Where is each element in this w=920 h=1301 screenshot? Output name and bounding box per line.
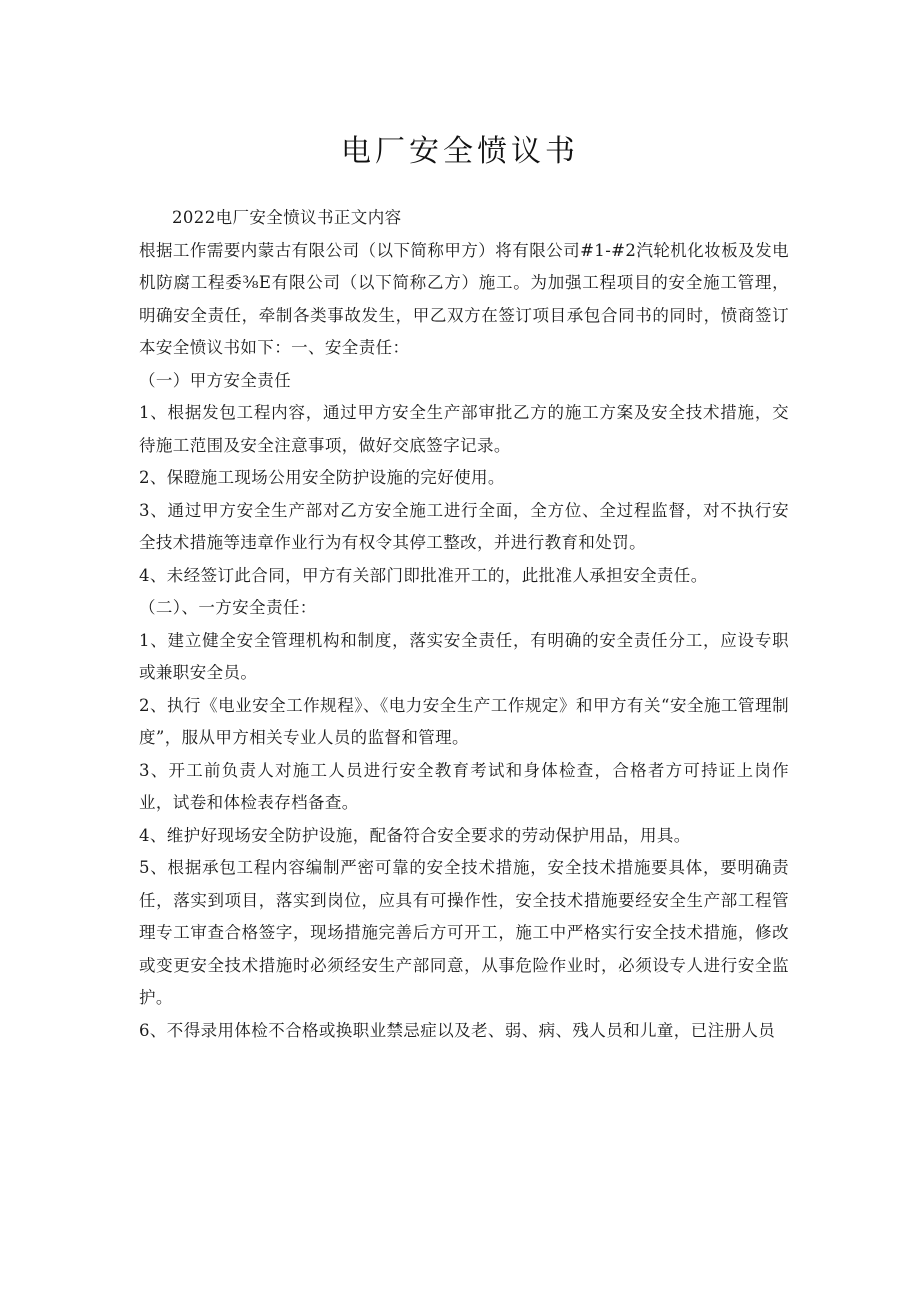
section-heading-party-b: （二）、一方安全责任： — [139, 598, 317, 617]
document-title: 电厂安全愤议书 — [341, 134, 579, 169]
paragraph-b-item-2: 2、执行《电业安全工作规程》、《电力安全生产工作规定》和甲方有关“安全施工管理制度”，服从甲方相关专业人员的监督和管理。 — [139, 695, 789, 747]
paragraph-a-item-3: 3、通过甲方安全生产部对乙方安全施工进行全面，全方位、全过程监督，对不执行安全技术措施等违章作业行为有权令其停工整改，并进行教育和处罚。 — [139, 500, 789, 552]
paragraph-b-item-6: 6、不得录用体检不合格或换职业禁忌症以及老、弱、病、残人员和儿童，已注册人员 — [139, 1020, 776, 1040]
paragraph-b-item-3: 3、开工前负责人对施工人员进行安全教育考试和身体检查，合格者方可持证上岗作业，试卷和体检表存档备查。 — [139, 760, 789, 812]
document-body — [139, 202, 789, 1047]
paragraph-a-item-2: 2、保瞪施工现场公用安全防护设施的完好使用。 — [139, 468, 505, 487]
paragraph-subtitle: 2022电厂安全愤议书正文内容 — [172, 208, 402, 227]
paragraph-b-item-1: 1、建立健全安全管理机构和制度，落实安全责任，有明确的安全责任分工，应设专职或兼职安全员。 — [139, 630, 789, 682]
paragraph-a-item-4: 4、未经签订此合同，甲方有关部门即批准开工的，此批准人承担安全责任。 — [139, 565, 708, 585]
paragraph-b-item-4: 4、维护好现场安全防护设施，配备符合安全要求的劳动保护用品，用具。 — [139, 825, 691, 845]
paragraph-a-item-1: 1、根据发包工程内容，通过甲方安全生产部审批乙方的施工方案及安全技术措施，交待施工范围及安全注意事项，做好交底签字记录。 — [139, 403, 789, 455]
paragraph-b-item-5: 5、根据承包工程内容编制严密可靠的安全技术措施，安全技术措施要具体，要明确责任，落实到项目，落实到岗位，应具有可操作性，安全技术措施要经安全生产部工程管理专工审查合格签字，现场措施完善后方可开工，施工中严格实行安全技术措施，修改或变更安全技术措施时必须经安生产部同意，从事危险作业时，必须设专人进行安全监护。 — [139, 858, 789, 1007]
paragraph-preamble: 根据工作需要内蒙古有限公司（以下简称甲方）将有限公司#1-#2汽轮机化妆板及发电机防腐工程委⅜E有限公司（以下简称乙方）施工。为加强工程项目的安全施工管理，明确安全责任，牵制各类事故发生，甲乙双方在签订项目承包合同书的同时，愤商签订本安全愤议书如下：一、安全责任： — [139, 240, 789, 357]
section-heading-party-a: （一）甲方安全责任 — [139, 370, 292, 390]
